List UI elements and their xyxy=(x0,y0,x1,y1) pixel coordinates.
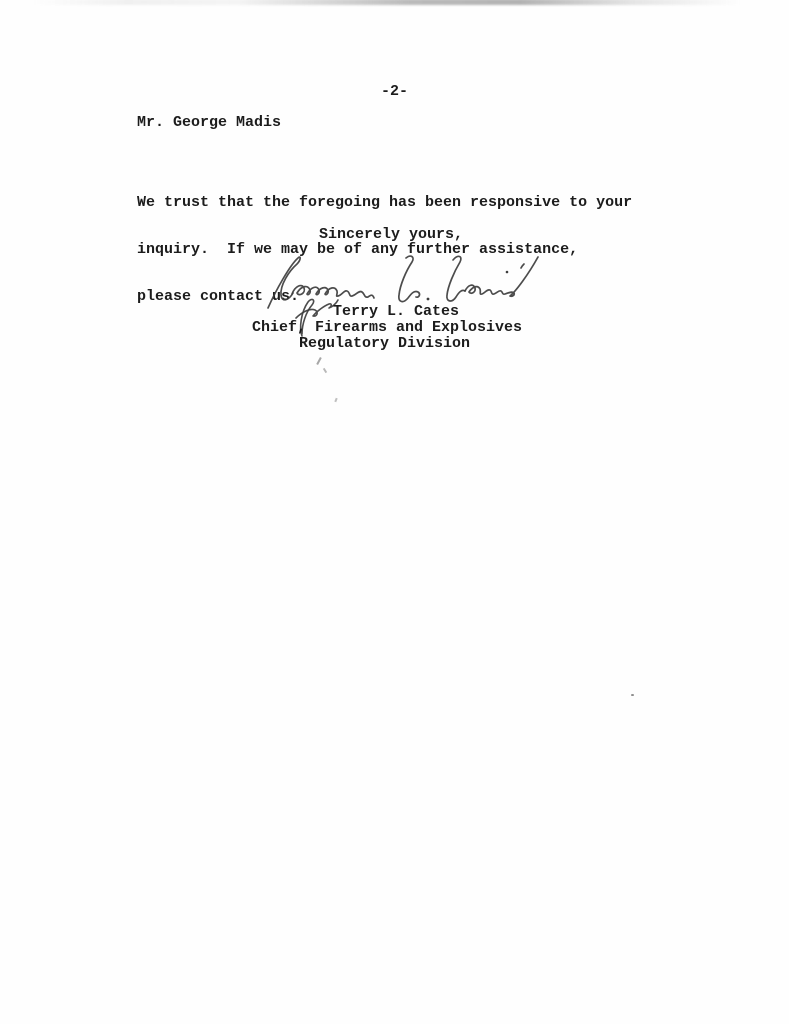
scan-speck xyxy=(334,398,337,402)
body-line-1: We trust that the foregoing has been responsive to your xyxy=(137,193,633,211)
signer-title-line1: Chief, Firearms and Explosives xyxy=(252,319,523,336)
scan-speck xyxy=(631,694,634,696)
scan-speck xyxy=(316,357,322,365)
page-number: -2- xyxy=(380,83,408,100)
closing-salutation: Sincerely yours, xyxy=(319,226,464,243)
signer-name: Terry L. Cates xyxy=(333,303,460,320)
scan-edge-smudge xyxy=(0,0,789,5)
signer-title-line2: Regulatory Division xyxy=(299,335,471,352)
body-line-3: please contact us. xyxy=(137,288,300,306)
recipient-name: Mr. George Madis xyxy=(137,114,282,131)
body-line-2: inquiry. If we may be of any further assistance, xyxy=(137,240,579,258)
scan-speck xyxy=(323,368,327,373)
